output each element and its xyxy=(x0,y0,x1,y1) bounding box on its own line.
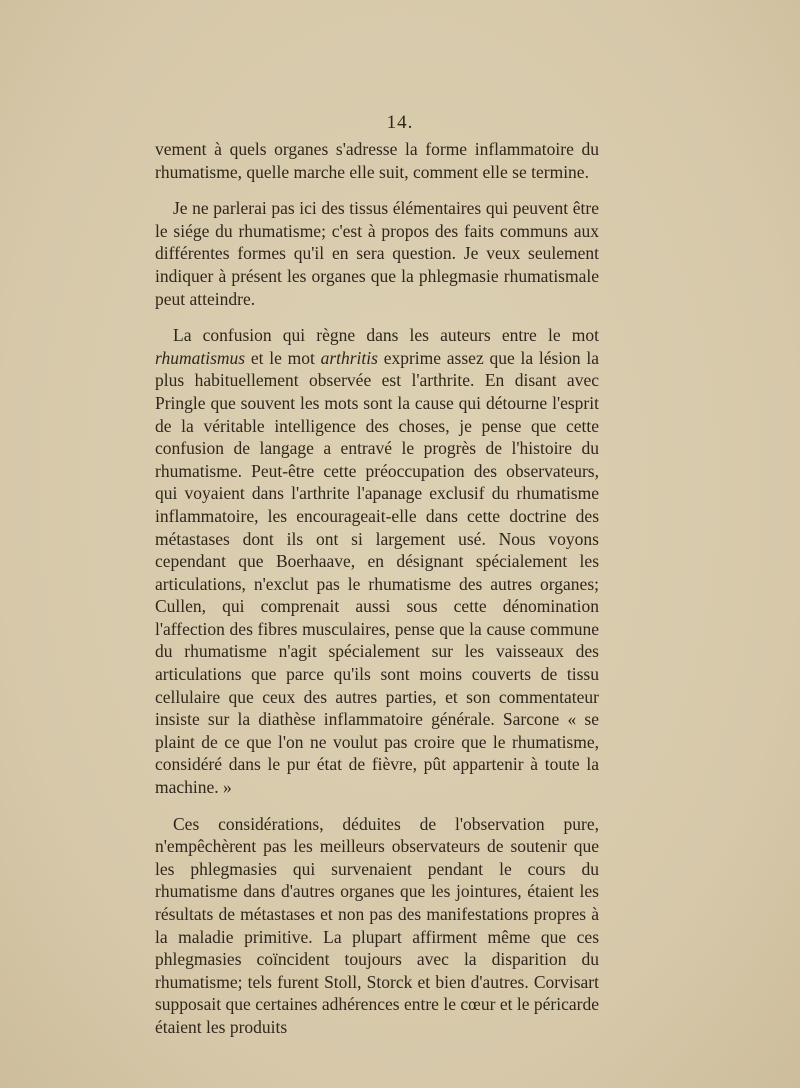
paragraph-tissues: Je ne parlerai pas ici des tissus élémentaires qui peuvent être le siége du rhumatisme; c'est à propos des faits communs aux différentes formes qu'il en sera question. Je veux seulement indiquer à présent les organes que la phlegmasie rhumatismale peut atteindre. xyxy=(155,198,599,309)
paragraph-text-segment: La confusion qui règne dans les auteurs entre le mot xyxy=(173,325,599,346)
paragraph-text-segment: et le mot xyxy=(245,347,321,368)
latin-term-arthritis: arthritis xyxy=(320,347,378,368)
text-column xyxy=(155,138,599,1053)
latin-term-rhumatismus: rhumatismus xyxy=(155,347,246,368)
paragraph-considerations: Ces considérations, déduites de l'observation pure, n'empêchèrent pas les meilleurs observateurs de soutenir que les phlegmasies qui survenaient pendant le cours du rhumatisme dans d'autres organes que les jointures, étaient les résultats de métastases et non pas des manifestations propres à la maladie primitive. La plupart affirment même que ces phlegmasies coïncident toujours avec la disparition du rhumatisme; tels furent Stoll, Storck et bien d'autres. Corvisart supposait que certaines adhérences entre le cœur et le péricarde étaient les produits xyxy=(155,813,599,1037)
paragraph-text-segment: exprime assez que la lésion la plus habituellement observée est l'arthrite. En disant avec Pringle que souvent les mots sont la cause qui détourne l'esprit de la véritable intelligence des choses, je pense que cette confusion de langage a entravé le progrès de l'histoire du rhumatisme. Peut-être cette préoccupation des observateurs, qui voyaient dans l'arthrite l'apanage exclusif du rhumatisme inflammatoire, les encourageait-elle dans cette doctrine des métastases dont ils ont si largement usé. Nous voyons cependant que Boerhaave, en désignant spécialement les articulations, n'exclut pas le rhumatisme des autres organes; Cullen, qui comprenait aussi sous cette dénomination l'affection des fibres musculaires, pense que la cause commune du rhumatisme n'agit spécialement sur les vaisseaux des articulations que parce qu'ils sont moins couverts de tissu cellulaire que ceux des autres parties, et son commentateur insiste sur la diathèse inflammatoire générale. Sarcone « se plaint de ce que l'on ne voulut pas croire que le rhumatisme, considéré dans le pur état de fièvre, pût appartenir à toute la machine. » xyxy=(155,347,599,798)
page-number: 14. xyxy=(386,112,414,133)
paragraph-confusion xyxy=(155,324,599,798)
paragraph-continuation: vement à quels organes s'adresse la forme inflammatoire du rhumatisme, quelle marche elle suit, comment elle se termine. xyxy=(155,139,599,182)
